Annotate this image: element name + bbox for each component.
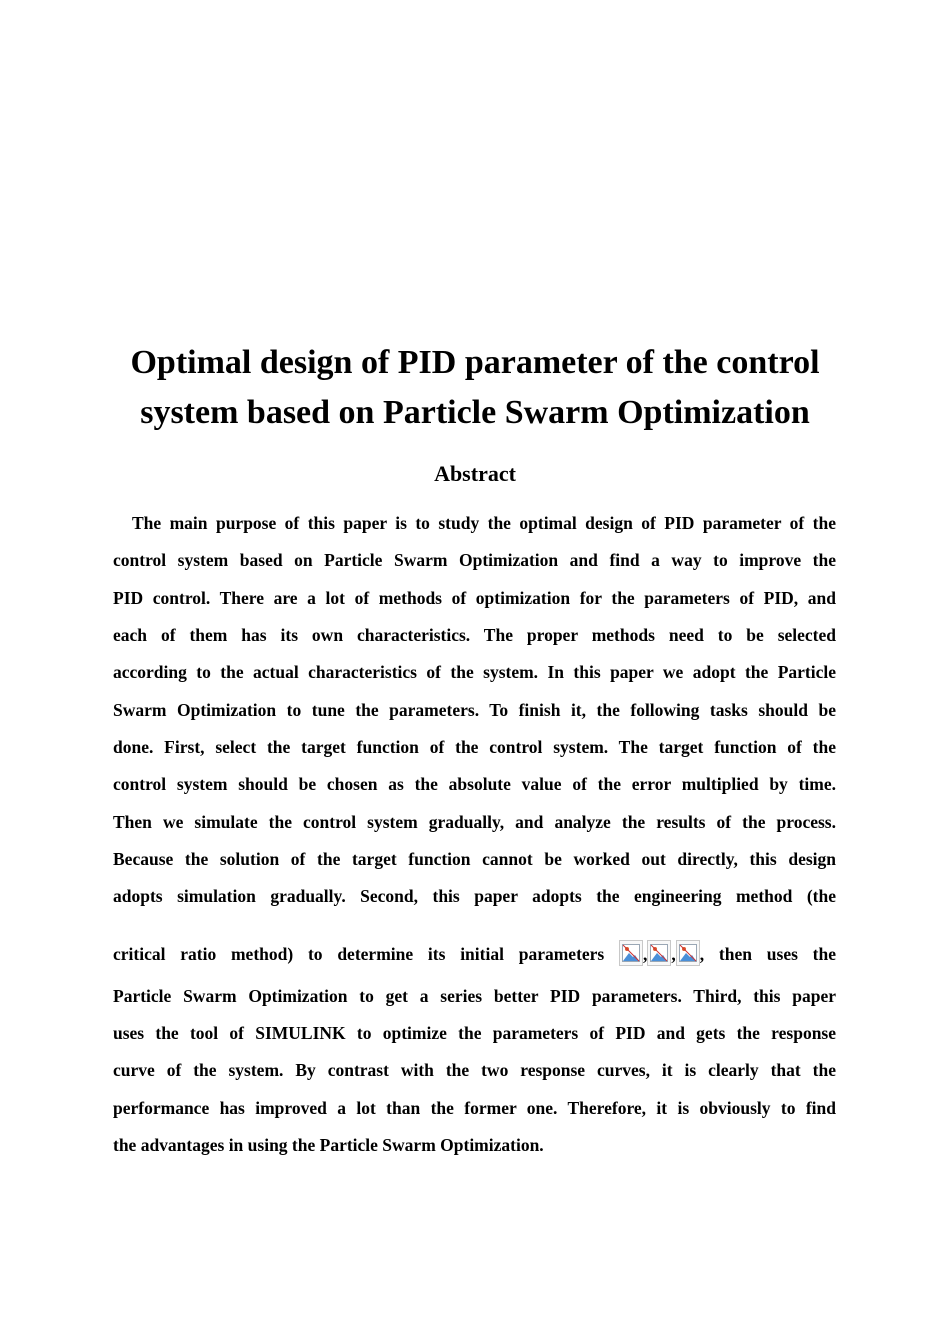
abstract-line: according to the actual characteristics of the system. In this paper we adopt the Particle bbox=[113, 662, 836, 683]
abstract-heading: Abstract bbox=[434, 461, 516, 486]
broken-image-icon bbox=[647, 940, 671, 966]
abstract-line: Then we simulate the control system gradually, and analyze the results of the process. bbox=[113, 811, 836, 832]
title-line-2: system based on Particle Swarm Optimization bbox=[140, 394, 810, 431]
param-separator: , bbox=[643, 943, 648, 964]
abstract-line: uses the tool of SIMULINK to optimize the parameters of PID and gets the response bbox=[113, 1023, 836, 1044]
abstract-line: control system based on Particle Swarm Optimization and find a way to improve the bbox=[113, 550, 836, 571]
abstract-line: Because the solution of the target function cannot be worked out directly, this design bbox=[113, 849, 836, 870]
abstract-line: The main purpose of this paper is to study the optimal design of PID parameter of the bbox=[132, 513, 836, 533]
abstract-line: each of them has its own characteristics. The proper methods need to be selected bbox=[113, 625, 836, 646]
title-line-1: Optimal design of PID parameter of the control bbox=[130, 344, 820, 381]
abstract-line: PID control. There are a lot of methods of optimization for the parameters of PID, and bbox=[113, 587, 836, 608]
abstract-line: curve of the system. By contrast with the two response curves, it is clearly that the bbox=[113, 1060, 836, 1081]
paper-title bbox=[100, 338, 850, 438]
abstract-line: the advantages in using the Particle Swarm Optimization. bbox=[113, 1135, 544, 1156]
param-line-after: , then uses the bbox=[699, 943, 837, 964]
abstract-line: done. First, select the target function of the control system. The target function of the bbox=[113, 737, 836, 758]
broken-image-icon bbox=[619, 940, 643, 966]
abstract-line: adopts simulation gradually. Second, this paper adopts the engineering method (the bbox=[113, 886, 836, 907]
broken-image-icon bbox=[676, 940, 700, 966]
abstract-line: Swarm Optimization to tune the parameters. To finish it, the following tasks should be bbox=[113, 699, 836, 720]
abstract-body bbox=[113, 505, 836, 1165]
abstract-param-line bbox=[113, 923, 836, 985]
abstract-line: performance has improved a lot than the former one. Therefore, it is obviously to find bbox=[113, 1097, 836, 1118]
abstract-line: control system should be chosen as the absolute value of the error multiplied by time. bbox=[113, 774, 836, 795]
param-separator: , bbox=[671, 943, 676, 964]
abstract-line: Particle Swarm Optimization to get a series better PID parameters. Third, this paper bbox=[113, 985, 836, 1006]
param-line-before: critical ratio method) to determine its initial parameters bbox=[113, 943, 605, 964]
